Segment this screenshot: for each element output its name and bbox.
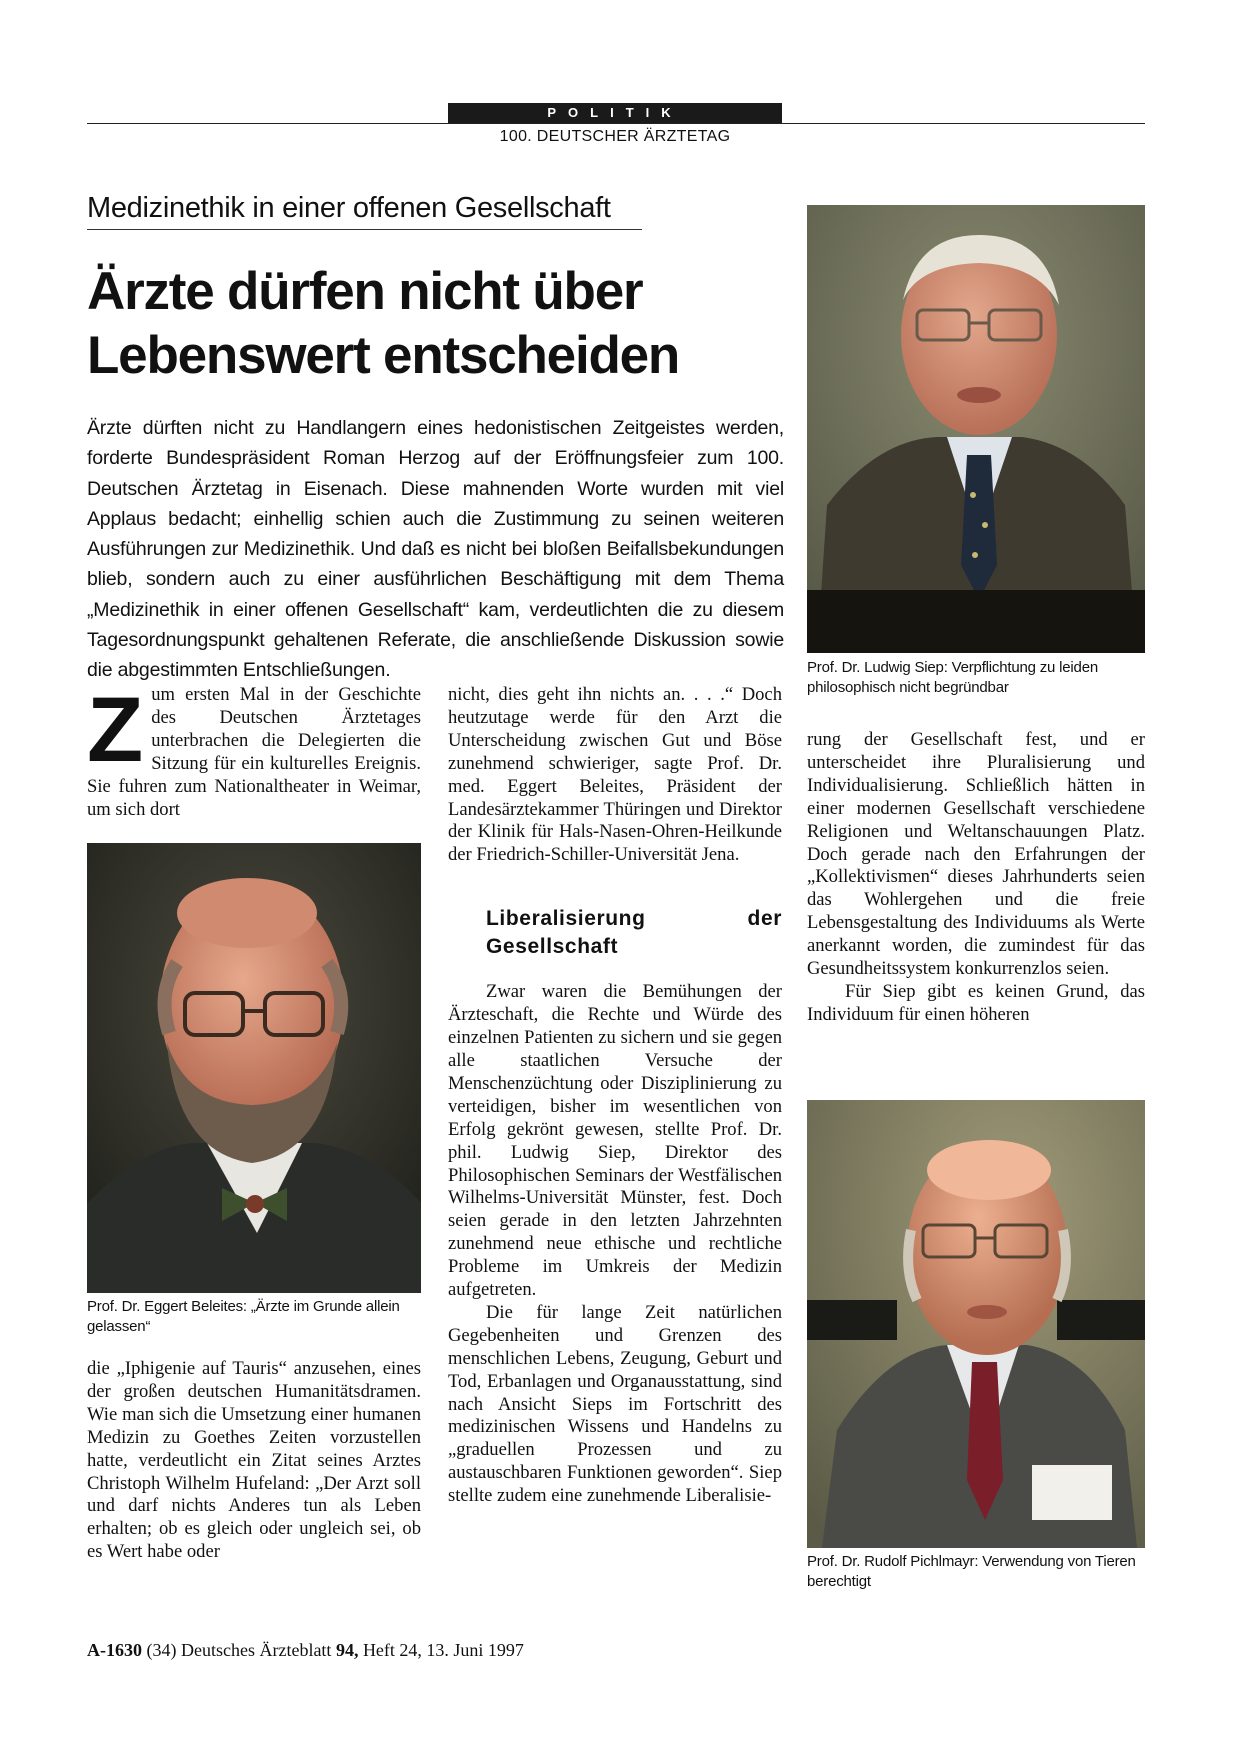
column-3 bbox=[807, 729, 1145, 1027]
section-label: POLITIK bbox=[448, 103, 782, 123]
drop-cap: Z bbox=[87, 679, 144, 781]
paragraph: um ersten Mal in der Geschichte des Deutschen Ärztetages unterbrachen die Delegierten die Sitzung für ein kulturelles Ereignis. Sie fuhren zum Nationaltheater in Weimar, um sich dort bbox=[87, 684, 421, 820]
portrait-pichlmayr-image bbox=[807, 1100, 1145, 1548]
header-rule bbox=[87, 123, 1145, 124]
page-footer bbox=[87, 1640, 524, 1661]
caption-siep: Prof. Dr. Ludwig Siep: Verpflichtung zu leiden philosophisch nicht begründbar bbox=[807, 659, 1098, 696]
paragraph: nicht, dies geht ihn nichts an. . . .“ Doch heutzutage werde für den Arzt die Unterscheidung zwischen Gut und Böse zunehmend schwieriger, sagte Prof. Dr. med. Eggert Beleites, Präsident der Landesärztekammer Thüringen und Direktor der Klinik für Hals-Nasen-Ohren-Heilkunde der Friedrich-Schiller-Universität Jena. bbox=[448, 684, 782, 866]
caption-beleites: Prof. Dr. Eggert Beleites: „Ärzte im Grunde allein gelassen“ bbox=[87, 1298, 400, 1335]
article-lead: Ärzte dürften nicht zu Handlangern eines hedonistischen Zeitgeistes werden, forderte Bundespräsident Roman Herzog auf der Eröffnungsfeier zum 100. Deutschen Ärztetag in Eisenach. Diese mahnenden Worte wurden mit viel Applaus bedacht; einhellig schien auch die Zustimmung zu seinen weiteren Ausführungen zur Medizinethik. Und daß es nicht bei bloßen Beifallsbekundungen blieb, sondern auch zu einer ausführlichen Beschäftigung mit dem Thema „Medizinethik in einer offenen Gesellschaft“ kam, verdeutlichten die zu diesem Tagesordnungspunkt gehaltenen Referate, die anschließende Diskussion sowie die abgestimmten Entschließungen. bbox=[87, 417, 784, 682]
volume-number: 94, bbox=[335, 1640, 359, 1660]
headline-line-2: Lebenswert entscheiden bbox=[87, 326, 680, 385]
column-1-top bbox=[87, 679, 421, 821]
paragraph: Zwar waren die Bemühungen der Ärzteschaft, die Rechte und Würde des einzelnen Patienten zu sichern und sie gegen alle staatlichen Versuche der Menschenzüchtung oder Disziplinierung zu verteidigen, bisher im wesentlichen von Erfolg gekrönt gewesen, stellte Prof. Dr. phil. Ludwig Siep, Direktor des Philosophischen Seminars der Westfälischen Wilhelms-Universität Münster, fest. Doch seien gerade in den letzten Jahrzehnten zunehmend neue ethische und rechtliche Probleme im Umkreis der Medizin aufgetreten. bbox=[448, 981, 782, 1301]
photo-pichlmayr bbox=[807, 1100, 1145, 1548]
column-2 bbox=[448, 684, 782, 1508]
page-number: A-1630 bbox=[87, 1640, 142, 1660]
column-1-bottom bbox=[87, 1358, 421, 1564]
issue-date: Heft 24, 13. Juni 1997 bbox=[362, 1640, 524, 1660]
paragraph: die „Iphigenie auf Tauris“ anzusehen, eines der großen deutschen Humanitätsdramen. Wie man sich die Umsetzung einer humanen Medizin zu Goethes Zeiten vorzustellen hatte, verdeutlicht ein Zitat seines Arztes Christoph Wilhelm Hufeland: „Der Arzt soll und darf nichts Anderes tun als Leben erhalten; ob es gleich oder ungleich sei, ob es Wert habe oder bbox=[87, 1358, 421, 1563]
portrait-beleites-image bbox=[87, 843, 421, 1293]
paragraph: Für Siep gibt es keinen Grund, das Individuum für einen höheren bbox=[807, 980, 1145, 1025]
paragraph: rung der Gesellschaft fest, und er unterscheidet ihre Pluralisierung und Individualisierung. Schließlich hätten in einer modernen Gesellschaft verschiedene Religionen und Weltanschauungen Platz. Doch gerade nach den Erfahrungen der „Kollektivismen“ dieses Jahrhunderts seien das Wohlergehen und die freie Lebensgestaltung des Individuums als Werte anerkannt worden, die zumindest für das Gesundheitssystem konkurrenzlos seien. bbox=[807, 729, 1145, 980]
portrait-siep-image bbox=[807, 205, 1145, 653]
journal-name: (34) Deutsches Ärzteblatt bbox=[146, 1640, 332, 1660]
subheading: Liberalisierung der Gesellschaft bbox=[486, 907, 782, 959]
caption-pichlmayr: Prof. Dr. Rudolf Pichlmayr: Verwendung von Tieren berechtigt bbox=[807, 1553, 1136, 1590]
article-headline bbox=[87, 260, 787, 388]
article-kicker: Medizinethik in einer offenen Gesellschaft bbox=[87, 192, 642, 230]
headline-line-1: Ärzte dürfen nicht über bbox=[87, 262, 643, 321]
photo-siep bbox=[807, 205, 1145, 653]
section-subtitle: 100. DEUTSCHER ÄRZTETAG bbox=[499, 128, 731, 145]
paragraph: Die für lange Zeit natürlichen Gegebenheiten und Grenzen des menschlichen Lebens, Zeugung, Geburt und Tod, Erbanlagen und Organausstattung, sind nach Ansicht Sieps im Fortschritt des medizinischen Wissens und Handelns zu „graduellen Prozessen und zu austauschbaren Funktionen geworden“. Siep stellte zudem eine zunehmende Liberalisie- bbox=[448, 1301, 782, 1507]
photo-beleites bbox=[87, 843, 421, 1293]
